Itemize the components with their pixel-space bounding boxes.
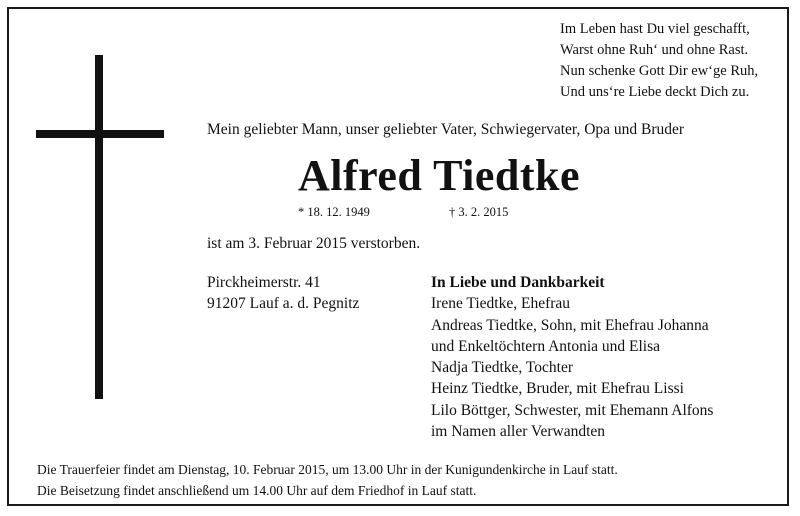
footer bbox=[37, 459, 618, 501]
poem bbox=[560, 19, 758, 103]
funeral-info: Die Trauerfeier findet am Dienstag, 10. Februar 2015, um 13.00 Uhr in der Kunigundenkirche in Lauf statt. bbox=[37, 462, 618, 477]
cross-vertical-bar bbox=[95, 55, 103, 399]
deceased-name: Alfred Tiedtke bbox=[298, 151, 581, 200]
mourner-line: Lilo Böttger, Schwester, mit Ehemann Alfons bbox=[431, 401, 714, 419]
mourner-line: im Namen aller Verwandten bbox=[431, 423, 606, 441]
mourner-line: Irene Tiedtke, Ehefrau bbox=[431, 295, 571, 313]
mourner-line: Nadja Tiedtke, Tochter bbox=[431, 359, 573, 377]
poem-line: Warst ohne Ruh‘ und ohne Rast. bbox=[560, 42, 749, 58]
passed-text: ist am 3. Februar 2015 verstorben. bbox=[207, 235, 421, 252]
mourner-line: und Enkeltöchtern Antonia und Elisa bbox=[431, 337, 661, 355]
address-street: Pirckheimerstr. 41 bbox=[207, 274, 321, 291]
mourners bbox=[431, 272, 713, 442]
death-date: † 3. 2. 2015 bbox=[449, 205, 509, 219]
poem-line: Nun schenke Gott Dir ew‘ge Ruh, bbox=[560, 63, 759, 79]
birth-date: * 18. 12. 1949 bbox=[298, 205, 370, 219]
cross-horizontal-bar bbox=[36, 130, 164, 138]
poem-line: Und uns‘re Liebe deckt Dich zu. bbox=[560, 84, 750, 100]
mourners-heading: In Liebe und Dankbarkeit bbox=[431, 274, 605, 291]
burial-info: Die Beisetzung findet anschließend um 14.00 Uhr auf dem Friedhof in Lauf statt. bbox=[37, 483, 477, 498]
mourner-line: Heinz Tiedtke, Bruder, mit Ehefrau Lissi bbox=[431, 380, 684, 398]
address-city: 91207 Lauf a. d. Pegnitz bbox=[207, 295, 360, 312]
address bbox=[207, 272, 359, 314]
intro-text: Mein geliebter Mann, unser geliebter Vater, Schwiegervater, Opa und Bruder bbox=[207, 121, 685, 138]
mourner-line: Andreas Tiedtke, Sohn, mit Ehefrau Johanna bbox=[431, 316, 709, 334]
poem-line: Im Leben hast Du viel geschafft, bbox=[560, 21, 750, 37]
